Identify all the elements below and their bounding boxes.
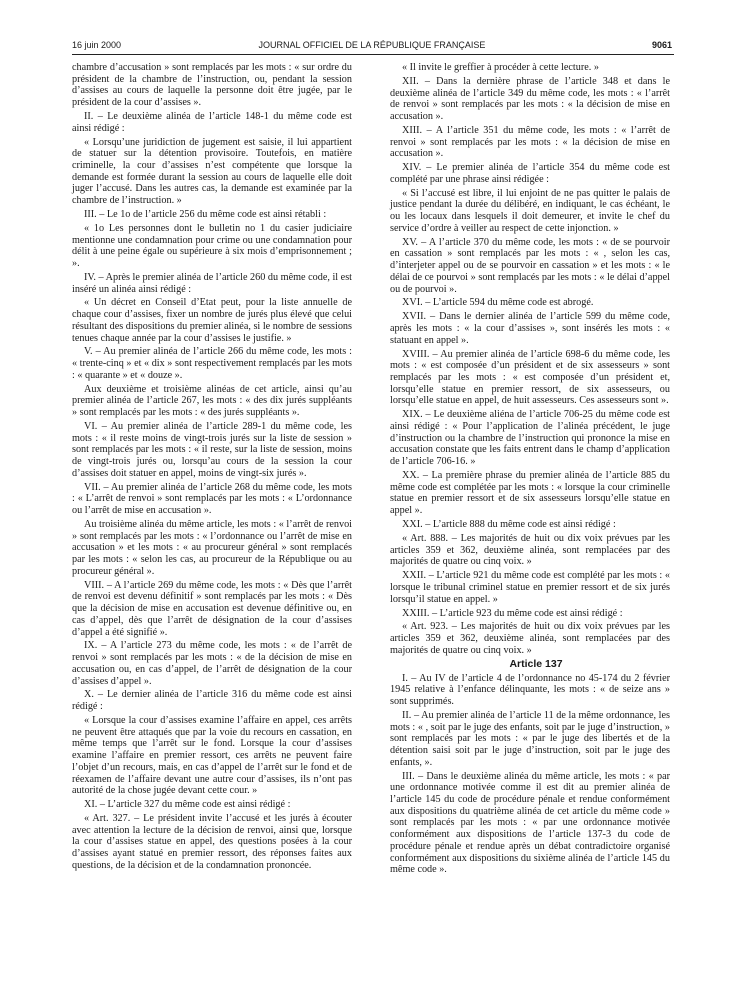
paragraph: Au troisième alinéa du même article, les mots : « l’arrêt de renvoi » sont remplacés par les mots : « l’ordonnance ou l’arrêt de mise en accusation » et les mots : « au procureur général » sont remplacés par les mots : « selon les cas, au procureur de la République ou au procureur général ». [72, 519, 352, 577]
paragraph: X. – Le dernier alinéa de l’article 316 du même code est ainsi rédigé : [72, 689, 352, 713]
paragraph: XIII. – A l’article 351 du même code, les mots : « l’arrêt de renvoi » sont remplacés par les mots : « la décision de mise en accusation ». [390, 124, 670, 160]
paragraph: Aux deuxième et troisième alinéas de cet article, ainsi qu’au premier alinéa de l’article 267, les mots : « des dix jurés suppléants » sont remplacés par les mots : « des jurés suppléants ». [72, 383, 352, 419]
paragraph: XVI. – L’article 594 du même code est abrogé. [402, 297, 594, 309]
header-rule [72, 54, 674, 55]
paragraph: « Si l’accusé est libre, il lui enjoint de ne pas quitter le palais de justice pendant la durée du délibéré, en indiquant, le cas échéant, le ou les locaux dans lesquels il doit demeurer, et invite le chef du service d’ordre à veiller au respect de cette injonction. » [390, 187, 670, 234]
paragraph: VII. – Au premier alinéa de l’article 268 du même code, les mots : « L’arrêt de renvoi » sont remplacés par les mots : « L’ordonnance ou l’arrêt de mise en accusation ». [72, 481, 352, 517]
paragraph: XXI. – L’article 888 du même code est ainsi rédigé : [402, 519, 616, 531]
paragraph: XXIII. – L’article 923 du même code est ainsi rédigé : [402, 607, 623, 619]
header-page-number: 9061 [651, 40, 672, 50]
paragraph: II. – Le deuxième alinéa de l’article 148-1 du même code est ainsi rédigé : [72, 111, 352, 134]
paragraph: « Art. 327. – Le président invite l’accusé et les jurés à écouter avec attention la lecture de la décision de renvoi, ainsi que, lorsque la cour d’assises statue en appel, des questions posées à la cour d’assises ayant statué en premier ressort, des réponses faites aux questions, de la décision et de la condamnation prononcée. [72, 813, 352, 871]
right-column [390, 62, 670, 878]
paragraph: VIII. – A l’article 269 du même code, les mots : « Dès que l’arrêt de renvoi est devenu définitif » sont remplacés par les mots : « Dès que la décision de mise en accusation est devenue définitive ou, en cas d’appel, dès que l’arrêt de désignation de la cour d’assises d’appel a été signifié ». [72, 579, 352, 638]
article-heading: Article 137 [509, 657, 563, 670]
header-date: 16 juin 2000 [72, 40, 122, 50]
paragraph: XXII. – L’article 921 du même code est complété par les mots : « lorsque le tribunal criminel statue en premier ressort et de six jurés lorsqu’il statue en appel. » [390, 570, 670, 605]
paragraph: XVII. – Dans le dernier alinéa de l’article 599 du même code, après les mots : « la cour d’assises », sont insérés les mots : « statuant en appel ». [390, 311, 670, 346]
paragraph: I. – Au IV de l’article 4 de l’ordonnance no 45-174 du 2 février 1945 relative à l’enfance délinquante, les mots : « de seize ans » sont supprimés. [390, 672, 670, 708]
paragraph: « Il invite le greffier à procéder à cette lecture. » [402, 62, 599, 73]
paragraph: « Un décret en Conseil d’Etat peut, pour la liste annuelle de chaque cour d’assises, fixer un nombre de jurés plus élevé que celui résultant des dispositions du premier alinéa, si le nombre de sessions tenues chaque année par la cour d’assises le justifie. » [72, 297, 352, 344]
paragraph: XVIII. – Au premier alinéa de l’article 698-6 du même code, les mots : « est composée d’un président et de six assesseurs » sont remplacés par les mots : « est composée d’un président et, lorsqu’elle statue en premier ressort, de six assesseurs, ou lorsqu’elle statue en appel, de huit assesseurs. Ces assesseurs sont ». [390, 348, 670, 407]
paragraph: II. – Au premier alinéa de l’article 11 de la même ordonnance, les mots : « , soit par le juge des enfants, soit par le juge d’instruction, » sont remplacés par les mots : « par le juge des libertés et de la détention saisi soit par le juge d’instruction, soit par le juge des enfants, ». [390, 709, 670, 768]
paragraph: IX. – A l’article 273 du même code, les mots : « de l’arrêt de renvoi » sont remplacés par les mots : « de la décision de mise en accusation ou, en cas d’appel, de l’arrêt de désignation de la cour d’assises d’appel ». [72, 640, 352, 687]
paragraph: XV. – A l’article 370 du même code, les mots : « de se pourvoir en cassation » sont remplacés par les mots : « , selon les cas, d’interjeter appel ou de se pourvoir en cassation » et les mots : « le délai de ce pourvoi » sont remplacés par les mots : « le délai d’appel ou de pourvoi ». [390, 236, 670, 295]
header-title: JOURNAL OFFICIEL DE LA RÉPUBLIQUE FRANÇAISE [258, 40, 486, 50]
paragraph: « Lorsqu’une juridiction de jugement est saisie, il lui appartient de statuer sur la détention provisoire. Toutefois, en matière criminelle, la cour d’assises n’est compétente que lorsque la demande est formée durant la session au cours de laquelle elle doit juger l’accusé. Dans les autres cas, la demande est examinée par la chambre de l’instruction. » [72, 136, 352, 207]
paragraph: XIX. – Le deuxième aliéna de l’article 706-25 du même code est ainsi rédigé : « Pour l’application de l’alinéa précédent, le juge d’instruction ou la chambre de l’instruction qui prononce la mise en accusation constate que les faits entrent dans le champ d’application de l’article 706-16. » [390, 409, 670, 468]
paragraph: III. – Le 1o de l’article 256 du même code est ainsi rétabli : [84, 209, 327, 220]
paragraph: IV. – Après le premier alinéa de l’article 260 du même code, il est inséré un alinéa ainsi rédigé : [72, 271, 352, 295]
left-column [72, 62, 352, 874]
paragraph: « Art. 888. – Les majorités de huit ou dix voix prévues par les articles 359 et 362, deuxième alinéa, sont remplacées par des majorités de quatre ou cinq voix. » [390, 532, 670, 568]
paragraph: « Lorsque la cour d’assises examine l’affaire en appel, ces arrêts ne peuvent être attaqués que par la voie du recours en cassation, en même temps que l’arrêt sur le fond. Lorsque la cour d’assises examine l’affaire en premier ressort, ces arrêts ne peuvent faire l’objet d’un recours, mais, en cas d’appel de l’arrêt sur le fond et de réexamen de l’affaire devant une autre cour d’assises, ils n’ont pas autorité de la chose jugée devant cette cour. » [72, 715, 352, 797]
paragraph: VI. – Au premier alinéa de l’article 289-1 du même code, les mots : « il reste moins de vingt-trois jurés sur la liste de session » sont remplacés par les mots : « il reste, sur la liste de session, moins de vingt-trois jurés ou, lorsqu’au cours de la session la cour d’assises doit statuer en appel, moins de vingt-six jurés ». [72, 421, 352, 479]
paragraph: XIV. – Le premier alinéa de l’article 354 du même code est complété par une phrase ainsi rédigée : [390, 162, 670, 185]
paragraph: « 1o Les personnes dont le bulletin no 1 du casier judiciaire mentionne une condamnation pour crime ou une condamnation pour délit à une peine égale ou supérieure à six mois d’emprisonnement ; ». [72, 222, 352, 269]
paragraph: III. – Dans le deuxième alinéa du même article, les mots : « par une ordonnance motivée comme il est dit au premier alinéa de l’article 145 du code de procédure pénale et rendue conformément aux dispositions du quatrième alinéa de cet article du même code » sont remplacés par les mots : « par une ordonnance motivée conformément aux dispositions de l’article 137-3 du code de procédure pénale et rendue après un débat contradictoire organisé conformément aux dispositions du sixième alinéa de l’article 145 du même code ». [390, 770, 670, 876]
paragraph: XII. – Dans la dernière phrase de l’article 348 et dans le deuxième alinéa de l’article 349 du même code, les mots : « l’arrêt de renvoi » sont remplacés par les mots : « la décision de mise en accusation ». [390, 75, 670, 122]
paragraph: XX. – La première phrase du premier alinéa de l’article 885 du même code est complétée par les mots : « lorsque la cour criminelle statue en premier ressort et de six assesseurs lorsqu’elle statue en appel ». [390, 470, 670, 517]
paragraph: V. – Au premier alinéa de l’article 266 du même code, les mots : « trente-cinq » et « dix » sont respectivement remplacés par les mots : « quarante » et « douze ». [72, 346, 352, 381]
paragraph: XI. – L’article 327 du même code est ainsi rédigé : [84, 799, 291, 811]
paragraph: « Art. 923. – Les majorités de huit ou dix voix prévues par les articles 359 et 362, deuxième alinéa, sont remplacées par des majorités de quatre ou cinq voix. » [390, 621, 670, 656]
paragraph: chambre d’accusation » sont remplacés par les mots : « sur ordre du président de la chambre de l’instruction, ou, pendant la session d’assises au cours de laquelle la personne doit être jugée, par le président de la cour d’assises ». [72, 62, 352, 109]
page-header [72, 40, 672, 54]
